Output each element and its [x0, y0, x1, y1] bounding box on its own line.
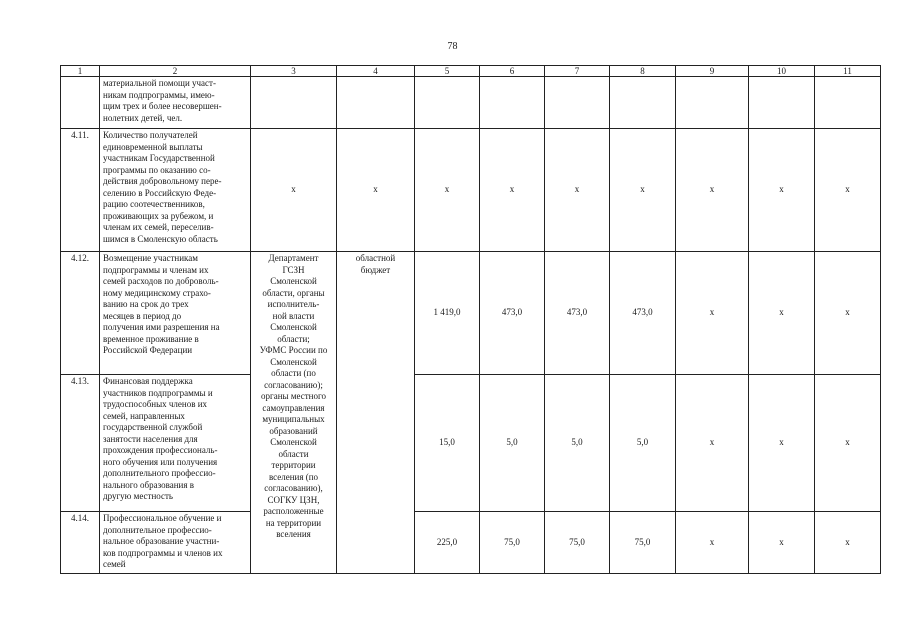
executor-line: ной власти	[272, 310, 315, 321]
desc-line: занятости населения для	[103, 433, 198, 444]
executor-line: ГСЗН	[282, 264, 305, 275]
cell-value	[480, 77, 545, 129]
cell-value	[251, 77, 337, 129]
desc-line: семей расходов по доброволь-	[103, 276, 219, 286]
row-description	[100, 129, 251, 252]
desc-line: действия добровольному пере-	[103, 176, 222, 186]
cell-value	[749, 77, 815, 129]
cell-value: х	[749, 375, 815, 512]
table-row	[61, 252, 881, 375]
cell-value: х	[815, 252, 881, 375]
cell-value: х	[676, 375, 749, 512]
header-row	[61, 66, 881, 77]
cell-value	[337, 77, 415, 129]
desc-line: трудоспособных членов их	[103, 399, 208, 409]
executor-line: Смоленской	[270, 437, 317, 447]
cell-value: 5,0	[610, 375, 676, 512]
col-header: 6	[480, 66, 545, 77]
col-header: 7	[545, 66, 610, 77]
row-number: 4.14.	[61, 512, 100, 574]
table-row	[61, 129, 881, 252]
cell-value: х	[415, 129, 480, 252]
source-cell	[337, 252, 415, 574]
desc-line: другую местность	[103, 491, 174, 501]
cell-value: х	[676, 252, 749, 375]
executor-line: территории	[271, 460, 316, 470]
executor-line: Смоленской	[270, 356, 317, 367]
executor-line: СОГКУ ЦЗН,	[267, 494, 320, 505]
row-number: 4.11.	[61, 129, 100, 252]
desc-line: нального образования в	[103, 479, 194, 490]
cell-value: 1 419,0	[415, 252, 480, 375]
desc-line: подпрограммы и членам их	[103, 264, 209, 275]
desc-line: шимся в Смоленскую область	[103, 233, 218, 244]
col-header: 3	[251, 66, 337, 77]
cell-value: 75,0	[545, 512, 610, 574]
cell-value	[545, 77, 610, 129]
cell-value: х	[815, 375, 881, 512]
source-cell: х	[337, 129, 415, 252]
executor-line: муниципальных	[262, 414, 325, 424]
desc-line: единовременной выплаты	[103, 141, 203, 152]
col-header: 5	[415, 66, 480, 77]
executor-line: Смоленской	[270, 322, 317, 332]
col-header: 2	[100, 66, 251, 77]
row-number	[61, 77, 100, 129]
executor-line: самоуправления	[262, 402, 325, 413]
executor-line: расположенные	[263, 506, 324, 516]
desc-line: месяцев в период до	[103, 310, 182, 321]
page-number: 78	[447, 41, 458, 52]
row-description	[100, 77, 251, 129]
executor-line: согласованию),	[264, 483, 323, 493]
desc-line: семей, направленных	[103, 410, 185, 421]
desc-line: дополнительное профессио-	[103, 524, 212, 535]
desc-line: щим трех и более несовершен-	[103, 101, 222, 111]
program-table	[60, 65, 881, 574]
desc-line: семей	[103, 559, 126, 569]
cell-value: х	[676, 129, 749, 252]
table-row	[61, 512, 881, 574]
table-row	[61, 375, 881, 512]
desc-line: Финансовая поддержка	[103, 376, 193, 386]
row-description	[100, 252, 251, 375]
desc-line: Возмещение участникам	[103, 253, 198, 263]
cell-value: 5,0	[480, 375, 545, 512]
row-number: 4.12.	[61, 252, 100, 375]
col-header: 1	[61, 66, 100, 77]
col-header: 4	[337, 66, 415, 77]
row-description	[100, 375, 251, 512]
desc-line: Профессиональное обучение и	[103, 513, 222, 523]
desc-line: Количество получателей	[103, 130, 198, 140]
executor-cell: х	[251, 129, 337, 252]
desc-line: программы по оказанию со-	[103, 164, 211, 175]
executor-line: вселения (по	[268, 471, 319, 482]
col-header: 10	[749, 66, 815, 77]
cell-value	[415, 77, 480, 129]
desc-line: дополнительного профессио-	[103, 468, 216, 478]
source-line: бюджет	[360, 264, 391, 275]
cell-value: 473,0	[610, 252, 676, 375]
desc-line: никам подпрограммы, имею-	[103, 89, 215, 100]
executor-line: образований	[269, 425, 318, 436]
cell-value	[676, 77, 749, 129]
executor-line: области (по	[271, 368, 316, 378]
cell-value: 75,0	[610, 512, 676, 574]
desc-line: членам их семей, переселив-	[103, 222, 214, 232]
executor-line: области	[278, 448, 309, 459]
col-header: 11	[815, 66, 881, 77]
executor-line: органы местного	[261, 391, 326, 401]
desc-line: участникам Государственной	[103, 153, 215, 163]
row-number: 4.13.	[61, 375, 100, 512]
cell-value: х	[610, 129, 676, 252]
desc-line: материальной помощи участ-	[103, 78, 216, 88]
cell-value: 75,0	[480, 512, 545, 574]
desc-line: Российской Федерации	[103, 345, 193, 355]
executor-line: вселения	[276, 529, 311, 539]
col-header: 8	[610, 66, 676, 77]
executor-line: исполнитель-	[267, 299, 320, 309]
cell-value	[610, 77, 676, 129]
cell-value: 5,0	[545, 375, 610, 512]
desc-line: нолетних детей, чел.	[103, 112, 183, 123]
desc-line: получения ими разрешения на	[103, 322, 220, 332]
executor-cell	[251, 252, 337, 574]
desc-line: ному медицинскому страхо-	[103, 287, 211, 298]
executor-line: УФМС России по	[259, 345, 328, 355]
cell-value: х	[815, 129, 881, 252]
desc-line: ков подпрограммы и членов их	[103, 547, 223, 558]
source-line: областной	[355, 253, 396, 263]
cell-value: 15,0	[415, 375, 480, 512]
cell-value: 473,0	[545, 252, 610, 375]
desc-line: временное проживание в	[103, 333, 199, 344]
cell-value	[815, 77, 881, 129]
cell-value: х	[749, 512, 815, 574]
executor-line: Смоленской	[270, 276, 317, 286]
desc-line: рацию соотечественников,	[103, 199, 205, 209]
desc-line: участников подпрограммы и	[103, 387, 213, 398]
executor-line: на территории	[265, 517, 322, 528]
desc-line: ного обучения или получения	[103, 456, 218, 467]
executor-line: области, органы	[262, 287, 325, 298]
desc-line: проживающих за рубежом, и	[103, 210, 214, 221]
table-row	[61, 77, 881, 129]
desc-line: ванию на срок до трех	[103, 299, 189, 309]
col-header: 9	[676, 66, 749, 77]
cell-value: 473,0	[480, 252, 545, 375]
cell-value: 225,0	[415, 512, 480, 574]
cell-value: х	[749, 252, 815, 375]
cell-value: х	[480, 129, 545, 252]
executor-line: Департамент	[268, 253, 319, 263]
cell-value: х	[815, 512, 881, 574]
desc-line: селению в Российскую Феде-	[103, 187, 217, 198]
cell-value: х	[749, 129, 815, 252]
cell-value: х	[545, 129, 610, 252]
desc-line: государственной службой	[103, 422, 203, 432]
desc-line: прохождения профессиональ-	[103, 445, 218, 455]
desc-line: нальное образование участни-	[103, 536, 220, 546]
executor-line: согласованию);	[264, 379, 323, 390]
executor-line: области;	[277, 333, 310, 344]
cell-value: х	[676, 512, 749, 574]
row-description	[100, 512, 251, 574]
